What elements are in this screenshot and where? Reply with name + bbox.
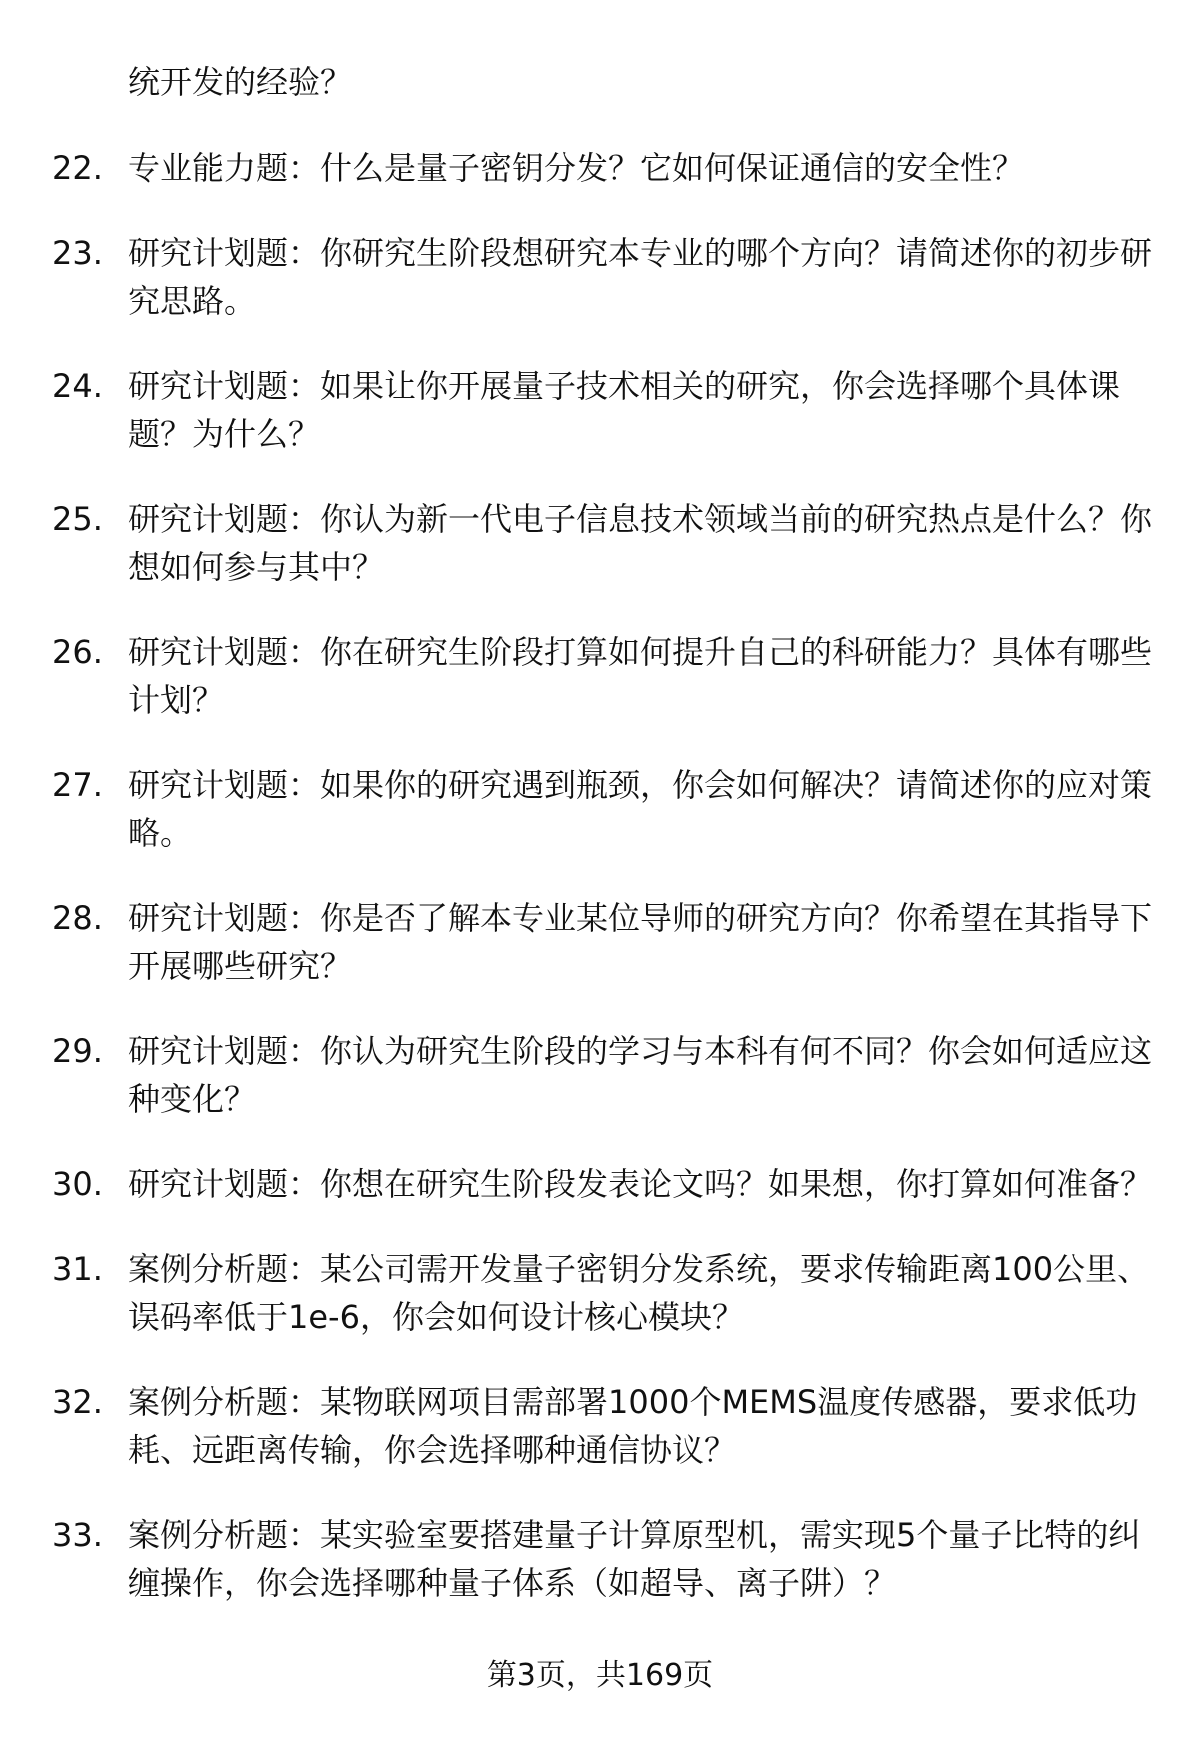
question-item: [0, 1160, 1168, 1208]
question-item: [0, 761, 1168, 857]
question-text: 研究计划题：你认为新一代电子信息技术领域当前的研究热点是什么？你想如何参与其中？: [128, 500, 1153, 586]
question-text: 研究计划题：你是否了解本专业某位导师的研究方向？你希望在其指导下开展哪些研究？: [128, 899, 1153, 985]
question-number: 26.: [52, 633, 103, 671]
question-item: [0, 1027, 1168, 1123]
question-item: [0, 894, 1168, 990]
question-number: 22.: [52, 149, 103, 187]
continued-question-text: 统开发的经验？: [128, 63, 353, 101]
question-number: 31.: [52, 1250, 103, 1288]
question-number: 30.: [52, 1165, 103, 1203]
question-item: [0, 144, 1168, 192]
question-number: 32.: [52, 1383, 103, 1421]
question-item: [0, 1511, 1168, 1607]
question-number: 33.: [52, 1516, 103, 1554]
question-item: [0, 1378, 1168, 1474]
question-text: 专业能力题：什么是量子密钥分发？它如何保证通信的安全性？: [128, 149, 1025, 187]
question-number: 25.: [52, 500, 103, 538]
question-text: 研究计划题：你想在研究生阶段发表论文吗？如果想，你打算如何准备？: [128, 1165, 1153, 1203]
question-text: 研究计划题：你研究生阶段想研究本专业的哪个方向？请简述你的初步研究思路。: [128, 234, 1153, 320]
question-item: [0, 362, 1168, 458]
question-list: [0, 144, 1200, 1644]
question-number: 29.: [52, 1032, 103, 1070]
question-item: [0, 229, 1168, 325]
question-text: 研究计划题：你认为研究生阶段的学习与本科有何不同？你会如何适应这种变化？: [128, 1032, 1153, 1118]
question-item: [0, 1245, 1168, 1341]
question-number: 24.: [52, 367, 103, 405]
page-footer: 第3页，共169页: [486, 1658, 714, 1693]
question-number: 23.: [52, 234, 103, 272]
question-text: 案例分析题：某公司需开发量子密钥分发系统，要求传输距离100公里、误码率低于1e-6，你会如何设计核心模块？: [128, 1250, 1150, 1336]
question-number: 28.: [52, 899, 103, 937]
question-text: 研究计划题：如果让你开展量子技术相关的研究，你会选择哪个具体课题？为什么？: [128, 367, 1121, 453]
question-text: 案例分析题：某实验室要搭建量子计算原型机，需实现5个量子比特的纠缠操作，你会选择哪种量子体系（如超导、离子阱）？: [128, 1516, 1141, 1602]
question-text: 案例分析题：某物联网项目需部署1000个MEMS温度传感器，要求低功耗、远距离传输，你会选择哪种通信协议？: [128, 1383, 1138, 1469]
question-text: 研究计划题：你在研究生阶段打算如何提升自己的科研能力？具体有哪些计划？: [128, 633, 1153, 719]
question-text: 研究计划题：如果你的研究遇到瓶颈，你会如何解决？请简述你的应对策略。: [128, 766, 1153, 852]
question-item: [0, 628, 1168, 724]
question-number: 27.: [52, 766, 103, 804]
question-item: [0, 495, 1168, 591]
